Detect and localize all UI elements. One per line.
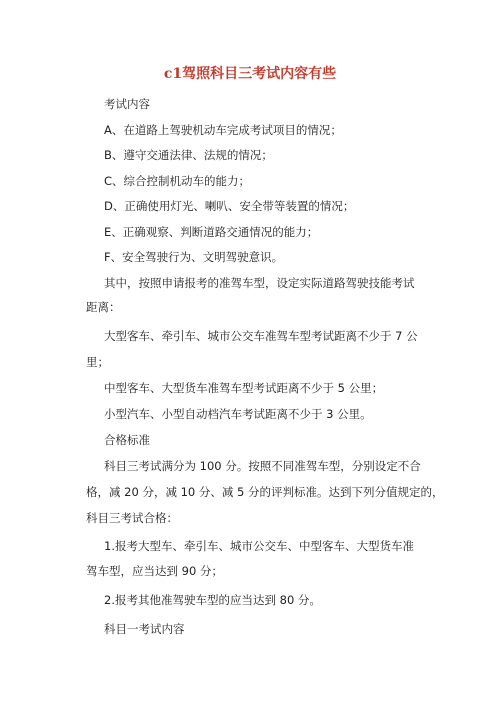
paragraph-medium-bus: 中型客车、大型货车准驾车型考试距离不少于 5 公里；: [104, 381, 384, 395]
document-title: c1驾照科目三考试内容有些: [163, 66, 337, 82]
list-item-e: E、正确观察、判断道路交通情况的能力；: [104, 225, 319, 239]
paragraph-large-bus-line1: 大型客车、牵引车、城市公交车准驾车型考试距离不少于 7 公: [104, 329, 418, 343]
paragraph-score-line2: 格，减 20 分，减 10 分、减 5 分的评判标准。达到下列分值规定的，: [86, 485, 444, 499]
paragraph-distance-line2: 距离：: [86, 300, 121, 314]
rule-item-2: 2.报考其他准驾驶车型的应当达到 80 分。: [104, 593, 321, 607]
paragraph-score-line1: 科目三考试满分为 100 分。按照不同准驾车型，分别设定不合: [104, 459, 421, 473]
section-heading-pass-standard: 合格标准: [104, 433, 150, 447]
rule-item-1-line1: 1.报考大型车、牵引车、城市公交车、中型客车、大型货车准: [104, 539, 414, 553]
paragraph-score-line3: 科目三考试合格：: [86, 511, 178, 525]
list-item-d: D、正确使用灯光、喇叭、安全带等装置的情况；: [104, 199, 355, 213]
list-item-f: F、安全驾驶行为、文明驾驶意识。: [104, 250, 284, 264]
section-heading-subject-one: 科目一考试内容: [104, 622, 185, 636]
list-item-a: A、在道路上驾驶机动车完成考试项目的情况；: [104, 123, 342, 137]
paragraph-large-bus-line2: 里；: [86, 355, 109, 369]
section-heading-exam-content: 考试内容: [104, 97, 150, 111]
paragraph-distance-line1: 其中，按照申请报考的准驾车型，设定实际道路驾驶技能考试: [104, 276, 415, 290]
rule-item-1-line2: 驾车型，应当达到 90 分；: [86, 564, 223, 578]
list-item-b: B、遵守交通法律、法规的情况；: [104, 148, 273, 162]
paragraph-small-car: 小型汽车、小型自动档汽车考试距离不少于 3 公里。: [104, 407, 372, 421]
list-item-c: C、综合控制机动车的能力；: [104, 174, 251, 188]
